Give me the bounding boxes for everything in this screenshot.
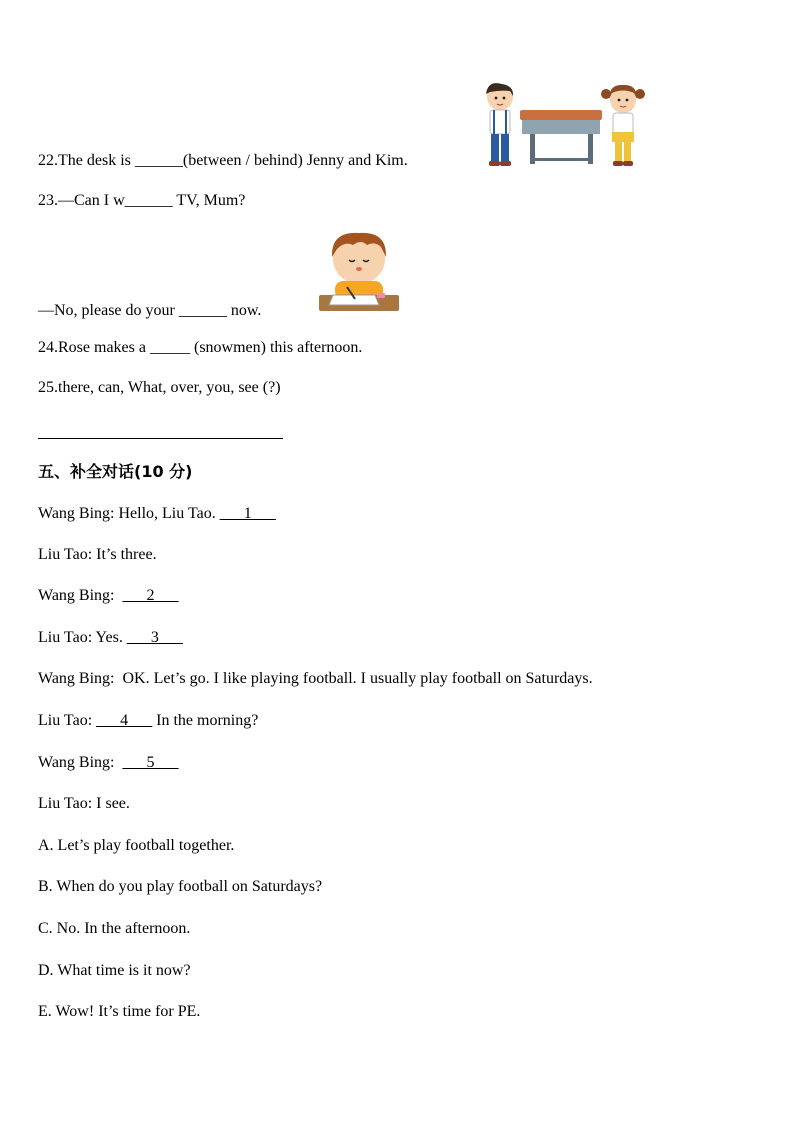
speaker: Liu Tao:: [38, 712, 93, 729]
speaker: Wang Bing:: [38, 670, 115, 687]
dialogue-line: [38, 504, 276, 524]
dialogue-blank[interactable]: ___2___: [122, 587, 179, 604]
question-text: Can I w: [74, 192, 125, 209]
dialogue-text: Hello, Liu Tao.: [118, 505, 216, 522]
fill-blank[interactable]: ______: [178, 302, 227, 319]
speaker: Liu Tao:: [38, 546, 93, 563]
section-title: 五、补全对话: [38, 462, 135, 481]
speaker: Liu Tao:: [38, 795, 93, 812]
dialogue-text: OK. Let’s go. I like playing football. I usually play football on Saturdays.: [122, 670, 593, 687]
dialogue-line: [38, 545, 157, 565]
option-c: C. No. In the afternoon.: [38, 920, 191, 937]
dialogue-text: It’s three.: [96, 546, 157, 563]
question-text: (snowmen) this afternoon.: [189, 339, 363, 356]
dialogue-line: [38, 669, 593, 689]
question-text: now.: [226, 302, 262, 319]
speaker: Liu Tao:: [38, 629, 93, 646]
option-d: D. What time is it now?: [38, 962, 191, 979]
question-text: The desk is: [58, 152, 135, 169]
boy-figure: [486, 83, 513, 166]
dialogue-line: [38, 753, 178, 773]
question-number: 23.: [38, 192, 58, 209]
question-22: [38, 151, 408, 171]
dialogue-blank[interactable]: ___5___: [122, 754, 179, 771]
speaker: Wang Bing:: [38, 754, 115, 771]
question-text: (between / behind) Jenny and Kim.: [182, 152, 408, 169]
dialogue-line: [38, 794, 130, 814]
question-25: [38, 378, 281, 398]
dialogue-line: [38, 586, 178, 606]
speaker: Wang Bing:: [38, 587, 115, 604]
dash: —: [58, 192, 74, 209]
question-text: No, please do your: [54, 302, 179, 319]
dialogue-blank[interactable]: ___3___: [126, 629, 183, 646]
option-e: E. Wow! It’s time for PE.: [38, 1003, 201, 1020]
dialogue-line: [38, 711, 258, 731]
dialogue-text: In the morning?: [152, 712, 259, 729]
dialogue-text: Yes.: [95, 629, 123, 646]
speaker: Wang Bing:: [38, 505, 115, 522]
section-5-heading: [38, 462, 192, 482]
dialogue-text: I see.: [96, 795, 130, 812]
dialogue-blank[interactable]: ___4___: [96, 712, 153, 729]
fill-blank[interactable]: ______: [124, 192, 173, 209]
question-text: TV, Mum?: [172, 192, 246, 209]
fill-blank[interactable]: _____: [149, 339, 190, 356]
dialogue-blank[interactable]: ___1___: [219, 505, 276, 522]
question-number: 25.: [38, 379, 58, 396]
dialogue-line: [38, 628, 183, 648]
dash: —: [38, 302, 54, 319]
question-23: [38, 191, 245, 211]
question-24: [38, 338, 362, 358]
option-b: B. When do you play football on Saturdays?: [38, 878, 323, 895]
section-score: (10 分): [134, 462, 193, 481]
desk-figure: [520, 110, 602, 164]
question-text: there, can, What, over, you, see (?): [58, 379, 281, 396]
question-23-reply: [38, 301, 261, 321]
fill-blank[interactable]: ______: [134, 152, 183, 169]
option-a: A. Let’s play football together.: [38, 837, 235, 854]
question-text: Rose makes a: [58, 339, 150, 356]
question-number: 22.: [38, 152, 58, 169]
question-number: 24.: [38, 339, 58, 356]
boy-homework-illustration: [317, 229, 401, 315]
answer-line[interactable]: [38, 438, 283, 439]
jenny-kim-desk-illustration: [476, 82, 651, 168]
girl-figure: [601, 85, 645, 166]
